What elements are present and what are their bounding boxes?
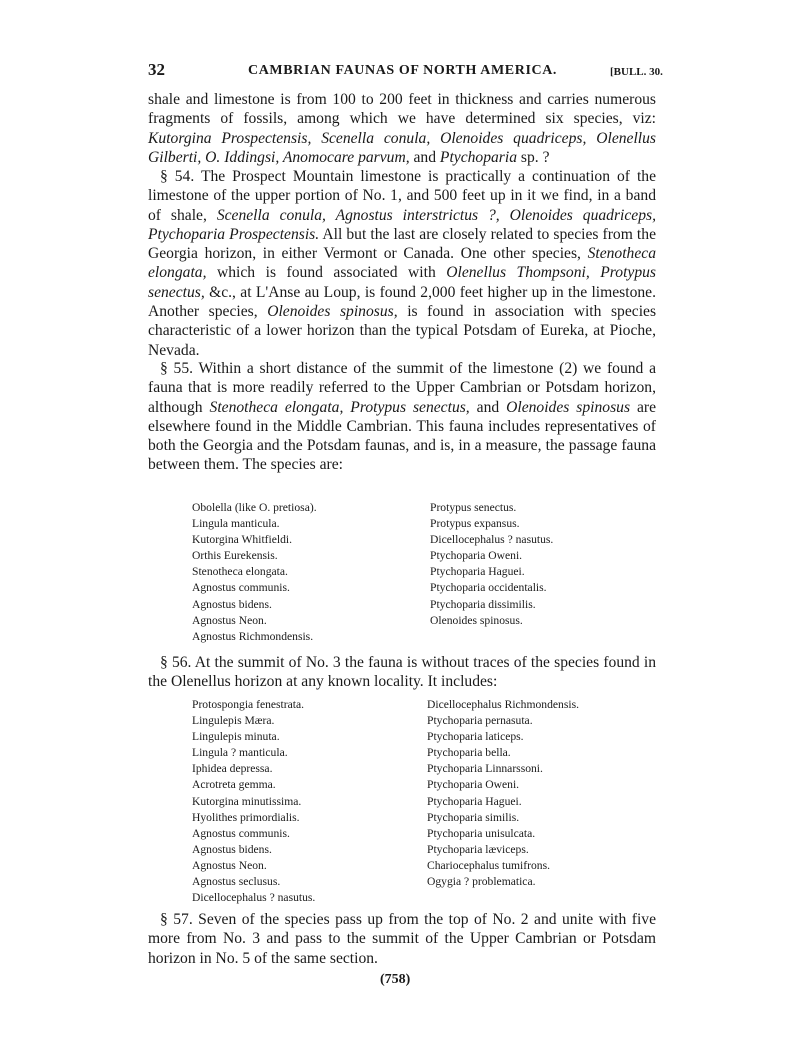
list-item: Iphidea depressa. [192,762,273,776]
list-item: Chariocephalus tumifrons. [427,858,550,872]
page-header [148,60,668,84]
list-item: Ogygia ? problematica. [427,875,536,889]
list-item: Dicellocephalus Richmondensis. [427,698,579,711]
list-item: Kutorgina minutissima. [192,794,302,808]
section-55 [148,359,656,475]
document-page-number: (758) [380,972,411,987]
list-item: Orthis Eurekensis. [192,549,278,563]
list-item: Ptychoparia Haguei. [427,794,522,808]
list-item: Ptychoparia Oweni. [427,778,520,792]
text-run: sp. ? [517,148,550,166]
species-names: Olenoides spinosus, [267,303,398,321]
list-item: Olenoides spinosus. [430,613,523,627]
list-item: Agnostus bidens. [192,597,272,611]
text-run: are elsewhere found in the Middle Cambrian. This fauna includes representatives of both the Georgia and the Potsdam faunas, and is, in a measure, the passage fauna between them. The species are: [148,398,656,474]
species-names: Olenellus Thompsoni, Protypus senectus, [148,264,656,301]
list-item: Ptychoparia Linnarssoni. [427,762,543,776]
list-item: Agnostus Neon. [192,858,267,872]
list-item: Hyolithes primordialis. [192,810,300,824]
page-number: 32 [148,60,165,79]
list-item: Agnostus communis. [192,826,290,840]
section-56 [148,653,656,692]
list-item: Ptychoparia læviceps. [427,842,529,856]
text-run: and [409,148,440,166]
species-list-55-right [430,500,553,629]
species-names: Stenotheca elongata, [148,245,656,282]
list-item: Ptychoparia unisulcata. [427,826,536,840]
species-names: Scenella conula, Agnostus interstrictus ?, Olenoides quadriceps, Ptychoparia Prospectensis. [148,206,656,243]
species-names: Kutorgina Prospectensis, Scenella conula, Olenoides quadriceps, Olenellus Gilberti, O. Iddingsi, Anomocare parvum, [148,129,656,166]
list-item: Dicellocephalus ? nasutus. [430,533,554,547]
list-item: Obolella (like O. pretiosa). [192,501,317,514]
list-item: Protospongia fenestrata. [192,698,305,711]
text-run: § 55. Within a short distance of the summit of the limestone (2) we found a fauna that is more readily referred to the Upper Cambrian or Potsdam horizon, although [148,360,656,416]
list-item: Acrotreta gemma. [192,778,276,792]
text-run: § 56. At the summit of No. 3 the fauna is without traces of the species found in the Olenellus horizon at any known locality. It includes: [148,654,656,691]
species-list-56-right [427,697,579,890]
list-item: Lingula ? manticula. [192,746,288,760]
list-item: Agnostus seclusus. [192,875,281,889]
list-item: Ptychoparia occidentalis. [430,581,547,595]
list-item: Ptychoparia Haguei. [430,565,525,579]
running-title: CAMBRIAN FAUNAS OF NORTH AMERICA. [248,63,558,78]
list-item: Protypus senectus. [430,501,517,514]
list-item: Agnostus bidens. [192,842,272,856]
list-item: Ptychoparia pernasuta. [427,714,533,728]
list-item: Ptychoparia Oweni. [430,549,523,563]
text-run: is found in association with species characteristic of a lower horizon than the typical Potsdam of Eureka, at Pioche, Nevada. [148,303,657,359]
list-item: Kutorgina Whitfieldi. [192,533,293,547]
list-item: Protypus expansus. [430,517,520,531]
section-54 [148,167,656,360]
bulletin-reference: [BULL. 30. [610,66,663,78]
paragraph-continued [148,90,656,167]
species-list-56-left [192,697,315,906]
list-item: Agnostus Richmondensis. [192,629,314,643]
list-item: Ptychoparia bella. [427,746,511,760]
text-run: § 57. Seven of the species pass up from the top of No. 2 and unite with five more from No. 3 and pass to the summit of the Upper Cambrian or Potsdam horizon in No. 5 of the same section. [148,911,656,967]
list-item: Agnostus communis. [192,581,290,595]
list-item: Ptychoparia similis. [427,810,520,824]
species-names: Stenotheca elongata, Protypus senectus, [209,398,470,416]
species-list-55-left [192,500,317,645]
list-item: Lingulepis Mæra. [192,714,275,728]
list-item: Dicellocephalus ? nasutus. [192,891,316,905]
text-run: shale and limestone is from 100 to 200 feet in thickness and carries numerous fragments of fossils, among which we have determined six species, viz: [148,91,656,128]
list-item: Stenotheca elongata. [192,565,288,579]
text-run: All but the last are closely related to species from the Georgia horizon, in either Vermont or Canada. One other species, [148,225,656,263]
text-run: § 54. The Prospect Mountain limestone is practically a continuation of the limestone of the upper portion of No. 1, and 500 feet up in it we find, in a band of shale, [148,168,656,224]
text-run: and [469,398,507,416]
list-item: Ptychoparia laticeps. [427,730,524,744]
list-item: Agnostus Neon. [192,613,267,627]
species-names: Olenoides spinosus [506,398,631,416]
text-run: which is found associated with [206,264,447,282]
text-run: &c., at L'Anse au Loup, is found 2,000 feet higher up in the limestone. Another species, [148,283,656,321]
section-57 [148,910,656,968]
list-item: Lingulepis minuta. [192,730,280,744]
list-item: Ptychoparia dissimilis. [430,597,536,611]
species-names: Ptychoparia [439,148,518,166]
list-item: Lingula manticula. [192,517,280,531]
